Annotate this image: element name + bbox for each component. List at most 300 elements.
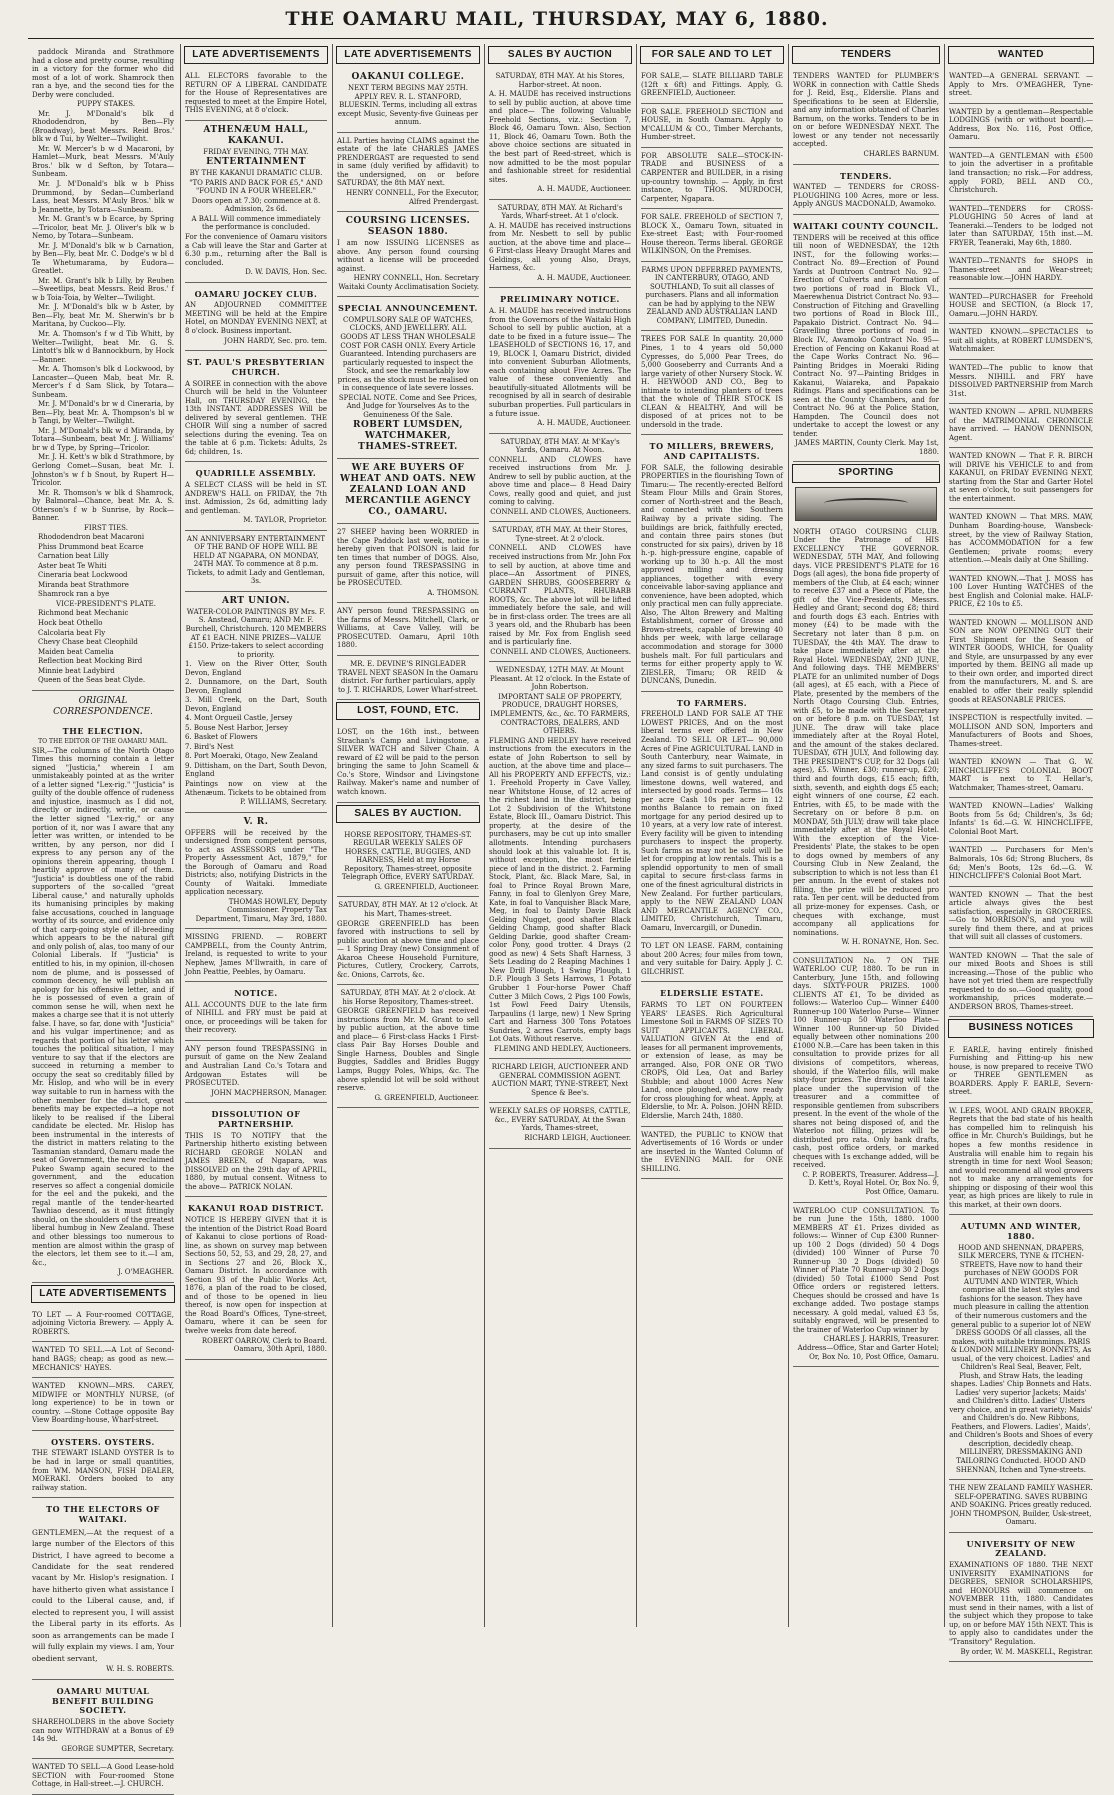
trespass-body: ANY person found TRESPASSING in pursuit of game on the New Zealand and Australian Land Co.'s Totara and Ardgowan Estates will be PROSECUTED. [185,1044,327,1088]
racing-line: Mr. J. M'Donald's blk w b Carnation, by Ben—Fly, beat Mr. C. Dodge's w bl d Te Whetumarama, by Eudora—Greatlet. [32,241,174,276]
racing-line: Chevy Chase beat Cleophild [38,638,138,647]
fleming-ad [489,662,631,1059]
racing-line: Mr. A. Thomson's f w d Tib Whitt, by Welter—Twilight, beat Mr. G. S. Lintott's blk w d Bannockburn, by Hock—Banner. [32,330,174,364]
maude1-ad [489,68,631,199]
elderslie-body: FARMS TO LET ON FOURTEEN YEARS' LEASES. Rich Agricultural Limestone Soil in FARMS OF SIZES TO SUIT APPLICANTS. LIBERAL VALUATION GIVEN At the end of leases for all permanent improvements, or extension of lease, as may be arranged. Also, FOR ONE OR TWO CROPS, Old Lea, Oat and Barley Stubble; and about 1000 Acres New Land, once ploughed, and now ready for cross ploughing for wheat. Apply, at Elderslie, to Mr. A. Polson. JOHN REID. Elderslie, March 24th, 1880. [641,1001,783,1120]
hood-ad [949,1215,1093,1480]
special-ad [337,297,479,459]
art-prizes [185,660,327,779]
wanted-item [949,148,1093,201]
art-sign: P. WILLIAMS, Secretary. [240,798,327,807]
electors-ad [32,1498,174,1680]
maude2-sign: A. H. MAUDE, Auctioneer. [537,273,631,282]
wanted-text: WANTED KNOWN—Ladies' Walking Boots from 5s 6d; Children's, 3s 6d; Infants' 1s 6d.—G. W. HINCHCLIFFE, Colonial Boot Mart. [949,802,1093,836]
late-ad-item [32,1342,174,1378]
lees-body: W. LEES, WOOL AND GRAIN BROKER, Regrets that the bad state of his health has compelled him to relinquish his office in Mr. Church's Buildings, but he hopes a few months residence in Australia will enable him to regain his strength in time for next Wool Season; and would recommend all wool growers not to make any arrangements for shipping or disposing of their wool this year, as high prices are likely to rule in this market, at their own doors. [949,1106,1093,1209]
notice2-ad [337,603,479,656]
racing-line: Mr. J. M'Donald's blk w d Miranda, by Totara—Sunbeam, beat Mr. J. Williams' br w d Type, by Spring—Tricolor. [32,426,174,452]
prelim-body: A. H. MAUDE has received instructions from the Governors of the Waitaki High School to sell by public auction, at a date to be fixed in a future issue— The LEASEHOLD of SECTIONS 16, 17, and 19, BLOCK I, Oamaru District, divided into convenient Suburban Allotments, each containing about Five Acres. The value of these conveniently and beautifully-situated Allotments will be recognised by all in search of desirable suburban properties. Full particulars in a future issue. [489,307,631,418]
wanted-text: INSPECTION is respectfully invited. — MOLLISON AND SON, Importers and Manufacturers of Boots and Shoes, Thames-street. [949,714,1093,748]
quadrille-body: A SELECT CLASS will be held in ST. ANDREW'S HALL on FRIDAY, the 7th inst. Admission, 2s 6d, admitting lady and gentleman. [185,481,327,515]
prize-item: 9. Dittisham, on the Dart, South Devon, England [185,761,327,779]
wanted-item [949,571,1093,615]
connell1-body: CONNELL AND CLOWES have received instructions from Mr. J. Andrew to sell by public auction, at the above time and place— 8 Head Dairy Cows, really good and quiet, and just coming to calving. [489,455,631,507]
wanted-public-ad [641,1127,783,1180]
sheep-body: 27 SHEEP having been WORRIED in the Cape Paddock last week, notice is hereby given that POISON is laid for ten times that number of DOGS. Also, any person found TRESPASSING in pursuit of game, after this notice, will be PROSECUTED. [337,528,479,588]
prize-item: 3. Mill Creek, on the Dart, South Devon, England [185,696,327,713]
coursing-license-ad [337,212,479,297]
trespass-sign: JOHN MACPHERSON, Manager. [211,1088,327,1097]
column-6 [788,44,943,1627]
wanted-text: WANTED KNOWN — That the best article always gives the best satisfaction, especially in GROCERIES.—Go to MORRISON'S, and you will surely find them there, and at prices that will suit all classes of customers. [949,890,1093,942]
tenders2-body: WANTED — TENDERS for CROSS-PLOUGHING 100 Acres, more or less. Apply ANGUS MACDONALD, Awamoko. [793,183,939,209]
waitaki-body: TENDERS will be received at this office till noon of WEDNESDAY, the 12th INST., for the following works:— Contract No. 89—Erection of Pound Yards at Duntroon Contract No. 92—Erection of Culverts and Formation of two portions of road in Block VI., Maerewhenua District Contract No. 93—Construction of Fitching and Gravelling two portions of Road in Block III., Papakaio District. Contract No. 94—Gravelling three portions of road in Block IV., Awamoko Contract No. 95—Erection of Fencing on Kakanui Road at the Cape Works Contract No. 96—Painting Bridges in Moeraki Riding Contract No. 97—Painting Bridges in Kakanui, Waiareka, and Papakaio Ridings. Plans and specifications can be seen at the County Chambers, and for Contract No. 96 at the Police Station, Hampden. The Council does not undertake to accept the lowest or any tender. [793,233,939,438]
lost-ad [337,724,479,802]
kakanui-title: KAKANUI ROAD DISTRICT. [187,1203,325,1214]
church-ad [185,351,327,462]
racing-line: Richmond beat Mechanic [38,609,129,618]
prendergast-ad [337,133,479,212]
wheat-body: WE ARE BUYERS OF WHEAT AND OATS. NEW ZEALAND LOAN AND MERCANTILE AGENCY CO., OAMARU. [339,463,477,518]
racing-line: Reflection beat Mocking Bird [38,657,143,666]
art-union-ad [185,592,327,813]
tenders2-title: TENDERS. [839,170,893,181]
farmers-title: TO FARMERS. [676,697,748,708]
notice-title: NOTICE. [234,988,278,999]
cab: For the convenience of Oamaru visitors a Cab will leave the Star and Garter at 6.30 p.m., returning after the Ball is concluded. [185,233,327,267]
waitaki-ad [793,215,939,463]
oysters-body: THE STEWART ISLAND OYSTER Is to be had in large or small quantities, from WM. MANSON, FISH DEALER, MOERAKI. Orders booked to any railway station. [32,1449,174,1492]
racing-line: Mr. J. H. Kett's w blk d Strathmore, by Gerlong Comet—Susan, beat Mr. I. Johnston's w f b Snout, by Rupert H—Tricolor. [32,453,174,488]
electors-meeting-ad [185,68,327,121]
horse-repo-ad [337,827,479,898]
lumsden: ROBERT LUMSDEN, WATCHMAKER, THAMES-STREET. [352,420,464,453]
millers-ad [641,435,783,691]
freehold-ad [641,692,783,939]
absolute-ad [641,148,783,209]
column-2 [180,44,331,1627]
racing-line: Hock beat Othello [38,619,103,627]
columns [28,44,1096,1789]
important-sale: IMPORTANT SALE OF PROPERTY, PRODUCE, DRAUGHT HORSES, IMPLEMENTS, &c., &c. TO FARMERS, CONTRACTORS, DEALERS, AND OTHERS. [490,692,630,736]
washer-body: THE NEW ZEALAND FAMILY WASHER. SELF-OPERATING. SAVES RUBBING AND SOAKING. Prices greatly reduced. JOHN THOMPSON, Builder, Usk-street, Oamaru. [949,1484,1093,1527]
election-sign: J. O'MEAGHER. [117,1268,174,1277]
coursing-license-sign: HENRY CONNELL, Hon. Secretary Waitaki County Acclimatisation Society. [338,274,479,291]
tenders1-ad [793,68,939,164]
consult7-sign: C. P. ROBERTS, Treasurer. Address—J. D. Kett's, Royal Hotel. Or, Box No. 9, Post Office, Oamaru. [802,1170,939,1196]
racing-line: Calcolaria beat Fly [38,628,106,637]
leigh-ad [489,1059,631,1103]
sales-header: SALES BY AUCTION [488,46,632,64]
sporting-header: SPORTING [792,464,940,482]
kakanui-ad [185,1197,327,1359]
connell2-ad [489,522,631,662]
entertainment: ENTERTAINMENT [206,157,306,168]
tenders-header: TENDERS [792,46,940,64]
athenaeum-title: ATHENÆUM HALL, KAKANUI. [203,124,309,146]
prize-item: 1. View on the River Otter, South Devon, England [185,660,327,677]
racing-line: Rhododendron beat Macaroni [38,533,145,542]
notice-ad [185,982,327,1041]
trees-ad [641,331,783,435]
jockey-body: AN ADJOURNED COMMITTEE MEETING will be held at the Empire Hotel, on MONDAY EVENING NEXT, at 8 o'clock. Business important. [185,301,327,335]
jockey-title: OAMARU JOCKEY CLUB. [194,288,318,299]
lees-ad [949,1103,1093,1215]
wanted-text: WANTED—TENANTS for SHOPS in Thames-street and Wear-street; reasonable low.—JOHN HARDY. [949,257,1093,283]
waterloo-ad [793,1203,939,1368]
late-ad-item [32,1378,174,1431]
late-ads-header: LATE ADVERTISEMENTS [31,1285,175,1303]
late-ads-header-3: LATE ADVERTISEMENTS [336,46,480,64]
wanted-public-body: WANTED, the PUBLIC to KNOW that Advertisements of 16 Words or under are inserted in the Wanted Column of the EVENING MAIL for ONE SHILLING. [641,1130,783,1173]
missing-body: MISSING FRIEND. — ROBERT CAMPBELL, from the County Antrim, Ireland, is requested to write to your Nephew, James M'Ilwraith, in care of John Peattie, Peebles, by Oamaru. [185,933,327,976]
maude1-date: SATURDAY, 8TH MAY. At his Stores, Harbor-street. At noon. [495,72,625,89]
lost-header: LOST, FOUND, ETC. [336,702,480,720]
column-1 [28,44,178,1789]
lost-body: LOST, on the 16th inst., between Strachan's Camp and Livingstone, a SILVER WATCH and Silver Chain. A reward of £2 will be paid to the person bringing the same to John Scamell & Co.'s Store, Windsor and Livingstone Railway. Maker's name and number of watch known. [337,728,479,796]
tolet-ad [641,938,783,982]
earle-body: F. EARLE, having entirely finished Furnishing and Fitting-up his new house, is now prepared to receive TWO or THREE GENTLEMEN as BOARDERS. Apply F. EARLE, Severn-street. [949,1045,1093,1097]
greenfield2-body: GEORGE GREENFIELD has received instructions from Mr. M. Grant to sell by public auction, at the above time and place— 6 First-class Hacks 1 First-class Pair Bay Horses Double and Single Harness, Doubles and Single Buggies, Saddles and Bridles Buggy Lamps, Buggy Poles, Whips, &c. The above splendid lot will be sold without reserve. [337,1007,479,1093]
wanted-item [949,253,1093,289]
wanted-text: WANTED—PURCHASER for Freehold HOUSE and SECTION, (a Block 17, Oamaru.—JOHN HARDY. [949,292,1093,318]
univ-body: EXAMINATIONS OF 1880. THE NEXT UNIVERSITY EXAMINATIONS for DEGREES, SENIOR SCHOLARSHIPS, and HONOURS will commence on NOVEMBER 11th, 1880. Candidates must send in their names, with a list of the subject which they propose to take up, on or before MAY 15th NEXT. This is to apply also to candidates under the "Transitory" Regulation. [949,1561,1093,1646]
racing-line: Mr. A. Thomson's blk d Lockwood, by Lancaster—Queen Mab, beat Mr. R. Mercer's f d Sam Slick, by Totara—Sunbeam. [32,365,174,399]
sheep-ad [337,524,479,603]
maude2-body: A. H. MAUDE has received instructions from Mr. Nesbett to sell by public auction, at the above time and place— 6 First-class Heavy Draught Mares and Geldings, all young Also, Drays, Harness, &c. [489,221,631,273]
coursing-license-title: COURSING LICENSES. SEASON 1880. [345,216,471,238]
wanted-item [949,509,1093,570]
electors-meeting-body: ALL ELECTORS favorable to the RETURN OF A LIBERAL CANDIDATE for the House of Representatives are requested to meet at the Empire Hotel, THIS EVENING, at 8 o'clock. [185,72,327,115]
connell2-body: CONNELL AND CLOWES have received instructions from Mr. John Fox to sell by auction, at above time and place—An Assortment of PINES, GARDEN SHRUBS, GOOSEBERRY & CURRANT PLANTS, RHUBARB ROOTS, &c. The above lot will be lifted immediately before the sale, and will be in first-class order. The trees are all 3 years old, and the Rhubarb has been raised by Mr. Fox from English seed and is particularly fine. [489,544,631,647]
trees-body: TREES FOR SALE In quantity. 20,000 Pines, 1 to 4 years old 50,000 Cypresses, do 5,000 Pear Trees, do 5,000 Gooseberry and Currants And a large variety of other Nursery Stock. W. H. HEYWOOD AND CO., Beg to intimate to intending planters of trees that the whole of THEIR STOCK IS CLEAN & HEALTHY, And will be disposed of at prices not to be undersold in the trade. [641,335,783,429]
horse-repo-body: HORSE REPOSITORY, THAMES-ST. REGULAR WEEKLY SALES OF HORSES, CATTLE, BUGGIES, AND HARNESS, Held at my Horse Repository, Thames-street, opposite Telegraph Office, EVERY SATURDAY. [341,830,475,882]
missing-ad [185,929,327,982]
racing-line: Queen of the Seas beat Clyde. [38,676,146,685]
building-body: SHAREHOLDERS in the above Society can now WITHDRAW at a Bonus of £9 14s 9d. [32,1718,174,1744]
waitaki-title: WAITAKI COUNTY COUNCIL. [793,220,939,231]
tenders1-sign: CHARLES BARNUM. [863,149,939,158]
farms-body: FARMS UPON DEFERRED PAYMENTS, IN CANTERBURY, OTAGO, AND SOUTHLAND, To suit all classes of purchasers. Plans and all information can be had by applying to the NEW ZEALAND AND AUSTRALIAN LAND COMPANY, LIMITED, Dunedin. [641,265,783,325]
assessor-sign: THOMAS HOWLEY, Deputy Commissioner. Property Tax Department, Timaru, May 3rd, 1880. [195,897,327,923]
connell1-sign: CONNELL AND CLOWES, Auctioneers. [490,507,631,516]
wanted-item [949,289,1093,325]
greenfield2-sign: G. GREENFIELD, Auctioneer. [374,1093,479,1102]
racing-line: Mr. R. Thomson's w blk d Shamrock, by Balmoral—Chance, beat Mr. A. S. Otterson's f w b Sunrise, by Rock—Banner. [32,488,174,523]
wanted-text: WANTED KNOWN — That MRS. MAW, Dunham Boarding-house, Wansbeck-street, by the view of Railway Station, has ACCOMMODATION for a few Gentlemen; private rooms; every attention.—Meals daily at One Shilling. [949,513,1093,565]
quadrille-title: QUADRILLE ASSEMBLY. [195,468,317,479]
late-ad-text: WANTED TO SELL.—A Lot of Second-hand BAGS; cheap; as good as new.—MECHANICS' HAYES. [32,1346,174,1372]
maude2-ad [489,200,631,289]
wanted-text: WANTED — Purchasers for Men's Balmorals, 10s 6d; Strong Bluchers, 8s 6d; Men's Boots, 12s 6d.—G. W. HINCHCLIFFE'S Colonial Boot Mart. [949,846,1093,881]
notice-body: ALL ACCOUNTS DUE to the late firm of NIHILL and FRY must be paid at once, or proceedings will be taken for their recovery. [185,1000,327,1035]
weekly-ad [489,1103,631,1148]
forsale2-body: FOR SALE. FREEHOLD of SECTION 7, BLOCK X., Oamaru Town, situated in Exe-street East; with Four-roomed House thereon. Terms liberal. GEORGE WILKINSON, On the Premises. [641,213,783,256]
art-title: ART UNION. [221,595,291,606]
coursing-engraving [795,487,937,521]
column-4 [484,44,635,1627]
racing-line: FIRST TIES. [84,523,128,532]
college-body: NEXT TERM BEGINS MAY 25TH. APPLY REV. R. L. STANFORD, BLUESKIN. Terms, including all extras except Music, Seventy-five Guineas per annum. [337,84,479,127]
doors: Doors open at 7.30; commence at 8. Admission, 2s 6d. [191,196,321,214]
wanted-item [949,201,1093,254]
millers-title: TO MILLERS, BREWERS, AND CAPITALISTS. [649,441,775,462]
sheep-sign: A. THOMSON. [427,588,479,597]
fleming-date: WEDNESDAY, 12TH MAY. At Mount Pleasant. At 12 o'clock. In the Estate of John Robertson. [490,666,630,692]
kakanui-body: NOTICE IS HEREBY GIVEN that it is the intention of the District Road Board of Kakanui to close portions of Road-line, as shown on survey map between Sections 50, 52, 53, and 29, 28, 27, and in Sections 27 and 26, Block X., Oamaru District. In accordance with Section 93 of the Public Works Act, 1876, a plan of the road to be closed, and of those to be opened in lieu thereof, is now open for inspection at the Road Board's Offices, Tyne-street, Oamaru, where it can be seen for twelve weeks from date hereof. [185,1216,327,1335]
trespass-ad [185,1041,327,1103]
racing-line: Minnie beat Ladybird [38,666,115,675]
prize-item: 7. Bird's Nest [185,742,234,751]
coursing-club-sign: W. H. RONAYNE, Hon. Sec. [841,938,939,947]
electors-sign: W. H. S. ROBERTS. [106,1665,174,1674]
masthead [0,0,1114,44]
racing-line: Miranda beat Strathmore [38,580,129,589]
coursing-club-ad [793,524,939,953]
fleming-body: FLEMING AND HEDLEY have received instructions from the executors in the estate of John Robertson to sell by auction, at the above time and place—All his PROPERTY AND EFFECTS, viz.: 1. Freehold Property in Cave Valley, near Whitstone House, of 12 acres of the richest land in the district, being Lot 2 Subdivision of the Whitstone Estate, Block III., Oamaru District. This property, at the desire of the purchasers, may be cut up into smaller allotments. Intending purchasers should look at this valuable lot. It is, without exception, the most fertile piece of land in the district. 2. Farming Stock, Plant, &c. Black Mare, Sal, in foal to Prince Royal Brown Mare, Fanny, in foal to Glenlyon Grey Mare, Kate, in foal to Vanquisher Black Mare, Meg, in foal to Dainty Davie Black Gelding Nugget, good shafter Black Gelding Champ, good shafter Black Gelding Darkie, good shafter Cream-color Pony, good trotter. 4 Drays (2 good as new) 4 Sets Shaft Harness, 3 Sets Leading do 2 Reaping Machines 1 New Drill Plough, 1 Swing Plough, 1 D.F. Plough 3 Sets Harrows, 1 Potato Grubber 1 Four-horse Power Chaff Cutter 3 Milch Cows, 2 Pigs 100 Fowls, 1st Fowl Feed Dairy Utensils, Tarpaulins (1 large, new) 1 New Spring Cart and Harness 300 Tons Potatoes Sundries, 2 acres Carrots, empty bags Lot Oats. Without reserve. [489,736,631,1044]
election-body: SIR,—The columns of the North Otago Times this morning contain a letter signed "Justicia," wherein I am unmistakeably pointed at as the writer of a letter signed "Lex-rig." "Justicia" is guilty of the double offence of rudeness and injustice, inasmuch as I did not, directly or indirectly, write, or cause the letter signed "Lex-rig," or any portion of it, nor was I aware that any letter was written, or intended to be written, by any person, nor did I express to any person any of the opinions therein appearing, though I heartily approve of many of them. "Justicia" is doubtless one of the rabid supporters of the so-called "great Liberal cause," and naturally upholds its humanising principles by making false accusations, couched in language worthy of its source, and evidence only of that carp-going style of ill-breeding which appears to be the natural gift and only polish of, alas, too many of our Colonial Liberals. If "Justicia" is entitled to his, in my opinion, ill-chosen nom de plume, and is possessed of common decency, he will publish an apology for his offensive letter, and if he is possessed of even a grain of common sense he will, when next he makes a charge see that it is not utterly false. I have, so far, done with "Justicia" and his vulgar impertinence; and as regards that portion of his letter which touches the political situation, I may venture to say that if the electors are succeed in returning a member to occupy the seat so creditably filled by Mr. Hislop, and who will be in every way suitable to run in harness with the other member for the district, great benefits may be expected—a hope not likely to be realised if the Liberal candidate be elected. Mr. Hislop has been instrumental in the interests of the district in matters relating to the Tasmanian standard, Oamaru made the seat of Government, the new reclaimed Pukeo Swamp again secured to the government, and the education reserves so affect a congenial domicile for the eel and the pukeki, and the regal mantle of the tender-hearted Tawhiao descend, as it must fittingly should, on the shoulders of the greatest liberal humbug in New Zealand. These and other blessings too numerous to mention are almost within the grasp of the electors, let them see to it.—I am, &c., [32,746,174,1267]
dissolution-body: THIS IS TO NOTIFY that the Partnership hitherto existing between RICHARD GEORGE NOLAN and JAMES BREEN, of Ngapara, was DISSOLVED on the 29th day of APRIL, 1880, by mutual consent. Witness to the above— PATRICK NOLAN. [185,1131,327,1191]
building-sign: GEORGE SUMPTER, Secretary. [61,1744,174,1753]
wanted-text: WANTED—A GENTLEMAN with £500 to join the advertiser in a profitable land transaction; no risk.—For address, apply FORD, BELL AND CO., Christchurch. [949,151,1093,195]
late-ad-text: WANTED KNOWN—MRS. CAREY, MIDWIFE or MONTHLY NURSE, (of long experience) to be in town or country. —Stone Cottage opposite Bay View Boarding-house, Wharf-street. [32,1382,174,1425]
dissolution-title: DISSOLUTION OF PARTNERSHIP. [211,1109,301,1129]
greenfield-ad [337,897,479,985]
waterloo-body: WATERLOO CUP CONSULTATION. To be run June the 15th, 1880. 1000 MEMBERS AT £1. Prizes divided as follows:— Winner of Cup £300 Runner-up 100 2 Dogs (divided) 50 4 Dogs (divided) 100 Winner of Purse 70 Runner-up 30 2 Dogs (divided) 50 Winner of Plate 70 Runner-up 30 2 Dogs (divided) 50 Total £1000 Send Post Office orders or registered letters. Cheques should be crossed and have 1s exchange added. Two postage stamps necessary. A gold medal, valued £3 5s, suitably engraved, will be presented to the trainer of Waterloo Cup winner by [793,1206,939,1334]
prize-item: 6. Basket of Flowers [185,733,258,742]
church-title: ST. PAUL'S PRESBYTERIAN CHURCH. [186,357,326,377]
racing-line: Aster beat Te Whiti [38,561,107,570]
special-note: SPECIAL NOTE. Come and See Prices, And Judge for Yourselves As to the Genuineness Of the Sale. [338,393,478,419]
wanted-item [949,842,1093,886]
quadrille-ad [185,462,327,530]
connell2-sign: CONNELL AND CLOWES, Auctioneers. [490,647,631,656]
special-body: COMPULSORY SALE OF WATCHES, CLOCKS, AND JEWELLERY. ALL GOODS AT LESS THAN WHOLESALE COST FOR CASH ONLY. Every Article Guaranteed. Intending purchasers are particularly requested to inspect the Stock, and see the remarkably low prices, as the stock must be realised on in consequence of late severe losses. [337,315,479,393]
racing-line: paddock Miranda and Strathmore had a close and pretty course, resulting in a victory for the former who did most of a lot of work. Shamrock then ran a bye, and the second ties for the Derby were concluded. [32,48,174,99]
wanted-list [945,68,1097,1017]
connell1-ad [489,434,631,523]
wanted-text: WANTED KNOWN — MOLLISON AND SON are NOW OPENING OUT their First Shipment for the Season of WINTER GOODS, WHICH, for Quality and Style, are unsurpassed by any ever imported by them. BEING all made up to their own order, and imported direct from the manufacturers, M. and S. are enabled to offer their really splendid goods at REASONABLE PRICES. [949,618,1093,704]
kakanui-sign: ROBERT OARROW, Clerk to Board. Oamaru, 30th April, 1880. [201,1336,327,1354]
special-title: SPECIAL ANNOUNCEMENT. [338,303,478,314]
elderslie-ad [641,982,783,1126]
greenfield-body: GEORGE GREENFIELD has been favored with instructions to sell by public auction at above time and place— 1 Spring Dray (new) Consignment of Akaroa Cheese Household Furniture, Pictures, Cutlery, Crockery, Carrots, &c. Onions, Carrots, &c. [337,919,479,979]
consult7-ad [793,953,939,1203]
racing-line: Mr. J. M'Donald's blk w b Phiss Drummond, by Sedan—Cumberland Lass, beat Messrs. M'Auly Bros.' blk w b Jeannette, by Totara—Sunbeam. [32,179,174,214]
wanted-text: WANTED KNOWN.—That J. MOSS has 100 Lover Hunting WATCHES of the best English and Colonial make. HALF-PRICE, £2 10s to £5. [949,574,1093,609]
wanted-sell-body: WANTED TO SELL—A Good Lease-hold SECTION with Four-roomed Stone Cottage, in Hall-street.—J. CHURCH. [32,1763,174,1789]
prize-item: 5. Bouse Nest Harbor, Jersey [185,723,288,732]
maude2-date: SATURDAY, 8TH MAY. At Richard's Yards, Wharf-street. At 1 o'clock. [497,203,623,221]
dissolution-ad [185,1103,327,1197]
tenders2-ad [793,165,939,215]
wanted-text: WANTED KNOWN — That F. R. BIRCH will DRIVE his VEHICLE to and from KAKANUI, on FRIDAY EVENING NEXT, starting from the Star and Garter Hotel at seven o'clock, to suit passengers for the entertainment. [949,452,1093,503]
racing-line: Mr. M. Grant's blk b Lilly, by Reuben—Sweetlips, beat Messrs. Reid Bros.' f w b Toia-Toia, by Welter—Twilight. [32,276,174,302]
wanted-text: WANTED—A GENERAL SERVANT. — Apply to Mrs. O'MEAGHER, Tyne-street. [949,72,1093,98]
connell1-date: SATURDAY, 8TH MAY. At M'Kay's Yards, Oamaru. At Noon. [500,437,620,455]
racing-line: Mr. J. M'Donald's br w d Cineraria, by Ben—Fly, beat Mr. A. Thompson's bl w b Tangi, by Welter—Twilight. [32,400,174,426]
racing-line: Mr. J. M'Donald's blk d Rhododendron, by Ben—Fly (Broadway), beat Messrs. Reid Bros.' blk w d Tui, by Welter—Twilight. [32,109,174,144]
forsale1-body: FOR SALE. FREEHOLD SECTION and HOUSE, in South Oamaru. Apply to M'CALLUM & CO., Timber Merchants, Humber-street. [641,107,783,142]
wanted-text: WANTED by a gentleman—Respectable LODGINGS (with or without board).—Address, Box No. 116, Post Office, Oamaru. [949,107,1093,142]
wanted-item [949,615,1093,710]
wanted-item [949,887,1093,948]
univ-title: UNIVERSITY OF NEW ZEALAND. [966,1538,1076,1559]
tenders1-body: TENDERS WANTED for PLUMBER'S WORK in connection with Cattle Sheds for J. Reid, Esq., Elderslie. Plans and Specifications to be seen at Elderslie, and any information obtained of Charles Barnum, on the works. Tenders to be in on or before WEDNESDAY NEXT. The lowest or any tender not necessarily accepted. [793,72,939,149]
assessor-body: OFFERS will be received by the undersigned from competent persons, to act as ASSESSORS under "The Property Assessment Act, 1879," for the Borough of Oamaru and Road Districts; also, notifying Districts in the County of Waitaki. Immediate application necessary. [185,828,327,897]
jockey-sign: JOHN HARDY, Sec. pro. tem. [224,336,327,345]
elderslie-title: ELDERSLIE ESTATE. [660,988,764,999]
assessor-ad [185,813,327,930]
racing-line: Cineraria beat Lockwood [38,571,128,580]
connell2-date: SATURDAY, 8TH MAY. At their Stores, Tyne-street. At 2 o'clock. [492,526,628,543]
wanted-item [949,104,1093,148]
building-title: OAMARU MUTUAL BENEFIT BUILDING SOCIETY. [52,1685,154,1716]
wanted-sell-ad [32,1759,174,1795]
wheat-ad [337,459,479,524]
waitaki-sign: JAMES MARTIN, County Clerk. May 1st, 1880. [794,439,939,456]
racing-line: PUPPY STAKES. [77,100,135,109]
wanted-text: WANTED—TENDERS for CROSS-PLOUGHING 50 Acres of land at Teaneraki.—Tenders to be lodged not later than SATURDAY, 15th inst.—M. FRYER, Teaneraki, May 6th, 1880. [949,204,1093,247]
racing-results [32,44,174,691]
plays: "TO PARIS AND BACK FOR £5," AND "FOUND IN A FOUR WHEELER." [189,178,323,196]
racing-line: Maiden beat Camelia [38,647,114,656]
ball-sign: D. W. DAVIS, Hon. Sec. [245,268,327,277]
autumn-title: AUTUMN AND WINTER, 1880. [960,1221,1082,1241]
fleming-sign: FLEMING AND HEDLEY, Auctioneers. [494,1044,631,1053]
electors-body: GENTLEMEN,—At the request of a large number of the Electors of this District, I have agreed to become a Candidate for the seat rendered vacant by Mr. Hislop's resignation. I have hitherto given what assistance I could to the Liberal cause, and, if elected to represent you, I will assist the Liberal party in its efforts. As soon as arrangements can be made I will fully explain my views. I am, Your obedient servant, [32,1527,174,1663]
anniversary-ad [185,531,327,592]
racing-line: Mr. W. Mercer's b w d Macaroni, by Hamlet—Murk, beat Messrs. M'Auly Bros.' blk w d Sefton, by Totara—Sunbeam. [32,144,174,179]
art-end: Paintings now on view at the Athenæum. Tickets to be obtained from [185,780,327,797]
racing-line: Carnation beat Lilly [38,552,109,561]
earle-ad [949,1042,1093,1103]
wanted-item [949,448,1093,509]
prendergast-body: ALL Parties having CLAIMS against the estate of the late CHARLES JAMES PRENDERGAST are requested to send in same (duly verified by affidavit) to the undersigned, on or before SATURDAY, the 8th MAY next. [337,136,479,188]
entertainment-by: BY THE KAKANUI DRAMATIC CLUB. [189,169,323,178]
forsale2-ad [641,209,783,262]
prelim-title: PRELIMINARY NOTICE. [500,294,620,305]
late-ad-item [32,1307,174,1343]
art-body: WATER-COLOR PAINTINGS BY Mrs. F. S. Anstead, Oamaru; AND Mr. F. Burchell, Christchurch. 120 MEMBERS AT £1 EACH. NINE PRIZES—VALUE £150. Prize-takers to select according to priority. [185,607,327,659]
election-letter [32,720,174,1283]
election-title: THE ELECTION. [62,725,144,736]
column-7 [944,44,1097,1656]
column-3 [332,44,483,1627]
late-ad-text: TO LET — A Four-roomed COTTAGE, adjoining Victoria Brewery. — Apply A. ROBERTS. [32,1310,174,1336]
wanted-item [949,360,1093,404]
church-body: A SOIREE in connection with the above Church will be held in the Volunteer Hall, on THURSDAY EVENING, the 13th INSTANT. ADDRESSES Will be delivered by several gentlemen. THE CHOIR Will sing a number of sacred selections during the evening. Tea on the table at 6 p.m. Tickets: Adults, 2s 6d; children, 1s. [185,379,327,456]
sales2-header: SALES BY AUCTION. [336,805,480,823]
business-header: BUSINESS NOTICES [948,1019,1094,1037]
oysters-ad [32,1431,174,1498]
wanted-text: WANTED KNOWN — That G. W. HINCHCLIFFE'S COLONIAL BOOT MART is next to T. Hellar's, Watchmaker, Thames-street, Oamaru. [949,758,1093,792]
prize-item: 4. Mont Orgueil Castle, Jersey [185,714,293,723]
racing-line: Mr. M. Grant's w b Ecarce, by Spring—Tricolor, beat Mr. J. Oliver's blk w b Nemo, by Totara—Sunbeam. [32,215,174,241]
forsale1-ad [641,104,783,148]
racing-line: Phiss Drummond beat Ecarce [38,542,144,551]
late-ads-list [28,1307,178,1431]
coursing-license-body: I am now ISSUING LICENSES as above. Any person found coursing without a license will be proceeded against. [337,239,479,273]
late-ads-header-2: LATE ADVERTISEMENTS [184,46,328,64]
oysters-title: OYSTERS. OYSTERS. [51,1436,155,1447]
absolute-body: FOR ABSOLUTE SALE—STOCK-IN-TRADE and BUSINESS of a CARPENTER and BUILDER, in a rising up-country township. — Apply, in first instance, to THOS. MURDOCH, Carpenter, Ngapara. [641,151,783,203]
wanted-header: WANTED [948,46,1094,64]
correspondence-heading: ORIGINAL CORRESPONDENCE. [53,695,153,717]
wanted-item [949,710,1093,754]
leigh-body: RICHARD LEIGH, AUCTIONEER AND GENERAL COMMISSION AGENT. AUCTION MART, TYNE-STREET, Next Spence & Bee's. [491,1063,629,1097]
wanted-item [949,68,1093,104]
univ-sign: By order, W. M. MASKELL, Registrar. [960,1647,1093,1656]
devine-ad [337,656,479,700]
athenaeum-ad [185,121,327,283]
prelim-sign: A. H. MAUDE, Auctioneer. [537,419,631,428]
wanted-item [949,948,1093,1018]
horse-repo-sign: G. GREENFIELD, Auctioneer. [374,882,479,891]
wanted-item [949,324,1093,360]
wanted-item [949,754,1093,798]
college-title: OAKANUI COLLEGE. [351,72,465,83]
electors-title: TO THE ELECTORS OF WAITAKI. [46,1504,160,1524]
billiard-body: FOR SALE,— SLATE BILLIARD TABLE (12ft x 6ft) and Fittings. Apply, G. GREENFIELD, Auctioneer. [641,72,783,98]
greenfield2-ad [337,985,479,1108]
farms-ad [641,262,783,332]
washer-ad [949,1480,1093,1533]
wanted-item [949,798,1093,842]
maude1-sign: A. H. MAUDE, Auctioneer. [537,185,631,194]
tolet-body: TO LET ON LEASE. FARM, containing about 200 Acres; four miles from town, and very suitable for Dairy. Apply J. C. GILCHRIST. [641,942,783,976]
racing-line: Shamrock ran a bye [38,590,110,599]
building-society-ad [32,1680,174,1759]
wanted-text: WANTED—The public to know that Messrs. NIHILL and FRY have DISSOLVED PARTNERSHIP from March 31st. [949,364,1093,398]
anniversary-body: AN ANNIVERSARY ENTERTAINMENT OF THE BAND OF HOPE WILL BE HELD AT NGAPARA, ON MONDAY, 24TH MAY. To commence at 8 p.m. Tickets, to admit Lady and Gentleman, 3s. [186,534,326,586]
masthead-rule [28,38,1094,39]
greenfield-date: SATURDAY, 8TH MAY. At 12 o'clock. At his Mart, Thames-street. [338,901,478,918]
millers-body: FOR SALE, the following desirable PROPERTIES in the flourishing Town of Timaru:— The recently-erected Belford Steam Flour Mills and Grain Stores, corner of North-street and the Beach, and connected with the Southern Railway by a private siding. The buildings are brick, faithfully erected, and contain three pairs stones (but constructed for six pairs), driven by 18 h.-p. high-pressure engine, capable of working up to 30 h.-p. All the most approved milling and dressing appliances, together with every conceivable labor-saving appliance and convenience, have been adopted, which only practical men can fully appreciate. Also, The Alton Brewery and Malting Establishment, corner of Grosse and Brown-streets, capable of brewing 40 hhds per week, with large cellarage accommodation and storage for 3000 bushels malt. For full particulars and terms for either property apply to W. ZIESLER, Timaru; OR REID & DUNCANS, Dunedin. [641,463,783,686]
weekly-body: WEEKLY SALES OF HORSES, CATTLE, &c., EVERY SATURDAY, At the Swan Yards, Thames-street, [489,1107,631,1133]
greenfield2-date: SATURDAY, 8TH MAY. At 2 o'clock. At his Horse Repository, Thames-street. [340,989,476,1006]
devine-body: MR. E. DEVINE'S RINGLEADER TRAVEL NEXT SEASON In the Oamaru district. For further particulars, apply to J. T. RICHARDS, Lower Wharf-street. [337,659,479,694]
racing-line: Mr. J. M'Donald's blk w b Aster, by Ben—Fly, beat Mr. M. Sherwin's br b Maritana, by Cuckoo—Fly. [32,303,174,329]
college-ad [337,68,479,133]
athenaeum-date: FRIDAY EVENING, 7TH MAY. [203,147,309,156]
quadrille-sign: M. TAYLOR, Proprietor. [243,516,327,525]
weekly-sign: RICHARD LEIGH, Auctioneer. [524,1133,631,1142]
prize-item: 2. Dunnamore, on the Dart, South Devon, England [185,678,327,695]
hood-body: HOOD AND SHENNAN, DRAPERS, SILK MERCERS, TYNE & ITCHEN-STREETS, Have now to hand their purchases of NEW GOODS FOR AUTUMN AND WINTER, Which comprise all the latest styles and fashions for the season. They have much pleasure in calling the attention of their numerous customers and the general public to a superior lot of NEW DRESS GOODS Of all classes, all the makes, with suitable trimmings. PARIS & LONDON MILLINERY BONNETS, As usual, of the very choicest. Ladies' and Children's Real Seal, Beaver, Felt, Plush, and Straw Hats, the leading shapes. Ladies' Chip Bonnets and Hats. Ladies' very superior Jackets; Maids' and Children's ditto. Ladies' Ulsters very choice, and in great variety; Maids' and Children's do. New Ribbons, Feathers, and Flowers. Ladies', Maids', and Children's Boots and Shoes of every description, decidedly cheap. MILLINERY, DRESSMAKING AND TAILORING Conducted. HOOD AND SHENNAN, Itchen and Tyne-streets. [949,1243,1093,1474]
consult7-body: CONSULTATION No. 7 ON THE WATERLOO CUP, 1880. To be run in Canterbury, June 15th, and following days. SIXTY-FOUR PRIZES. 1000 CLIENTS AT £1, To be divided as follows:— Waterloo Cup— Winner £400 Runner-up 100 Waterloo Purse— Winner 100 Runner-up 50 Waterloo Plate— Winner 100 Runner-up 50 Divided equally between other nominations 200 £1000 N.B.—Care has been taken in this consultation to provide prizes for all divisions of competitors, whereas, should, if the Waterloo fills, will make sixty-four prizes. The drawing will take place under the supervision of the treasurer and a committee of responsible gentlemen from subscribers present. In the event of the whole of the shares not being disposed of, and the Waterloo not filling, prizes will be distributed pro rata. Only bank drafts, cash, post office orders, or marked cheques with 1s exchange added, will be received. [793,956,939,1170]
prendergast-sign: HENRY CONNELL, For the Executor, Alfred Prendergast. [346,189,479,206]
wanted-text: WANTED KNOWN.—SPECTACLES to suit all sights, at ROBERT LUMSDEN'S, Watchmaker. [949,328,1093,354]
notice2-body: ANY person found TRESPASSING on the farms of Messrs. Mitchell, Clark, or Williams, at Cave Valley, will be PROSECUTED. Oamaru, April 10th 1880. [337,607,479,650]
jockey-club-ad [185,283,327,351]
election-to: TO THE EDITOR OF THE OAMARU MAIL. [38,738,168,746]
racing-line: VICE-PRESIDENT'S PLATE. [56,599,156,608]
billiard-ad [641,68,783,104]
column-5 [636,44,787,1627]
prelim-ad [489,288,631,433]
university-ad [949,1533,1093,1662]
vr-heading: V. R. [243,816,269,827]
for-sale-header: FOR SALE AND TO LET [640,46,784,64]
maude1-body: A. H. MAUDE has received instructions to sell by public auction, at above time and place— The following Valuable Freehold Sections, viz.: Section 7, Block 46, Oamaru Town. Also, Section 11, Block 46, Oamaru Town. Both the above choice sections are situated in the best part of Reed-street, which is now admitted to be the most popular and fashionable street for residential sites. [489,90,631,184]
coursing-club-body: NORTH OTAGO COURSING CLUB. Under the Patronage of HIS EXCELLENCY THE GOVERNOR. WEDNESDAY, 5TH MAY, And following days. VICE PRESIDENT'S PLATE for 16 Dogs (all ages), the bona fide property of members of the Club, at £4 each; winner to receive £37 and a Piece of Plate, the gift of the Vice-Presidents, Messrs. Hedley and Grant; second dog £8; third and fourth dogs £3 each. Entries with money (£4) to be made with the Secretary not later than 8 p.m. on TUESDAY, the 4th MAY. The draw to take place immediately after at the Royal Hotel. WEDNESDAY, 2ND JUNE, And following days. THE MEMBERS' PLATE for an unlimited number of Dogs (all ages), at £5 each, with a Piece of Plate, presented by the members of the North Otago Coursing Club. Entries, with £5, to be made with the Secretary on or before 8 p.m. on TUESDAY, 1st JUNE. The draw will take place immediately after at the Royal Hotel, and the amount of the stakes declared. TUESDAY, 6TH JULY, And following day. THE PRESIDENT'S CUP, for 32 Dogs (all ages), £5. Winner, £30; runner-up, £20; third and fourth dogs, £15 each; fifth, sixth, seventh, and eighth dogs £5 each; eight winners of one course, £2 each. Entries, with £5, to be made with the Secretary on or before 8 p.m. on MONDAY, 5th JULY; draw will take place immediately after at the Royal Hotel. With the exception of the Vice-Presidents' Plate, the stakes to be open to dogs owned by members of any Coursing Club in New Zealand, the subscription to which is not less than £1 per annum. In the event of stakes not filling, the prize will be reduced pro rata. Ten per cent. will be deducted from all prize-money for expenses. Cash, or cheques with exchange, must accompany all applications for nominations. [793,527,939,937]
ball: A BALL Will commence immediately the performance is concluded. [191,214,321,232]
waterloo-sign: CHARLES J. HARRIS, Treasurer. Address—Office, Star and Garter Hotel; Or, Box No. 10, Post Office, Oamaru. [797,1335,939,1361]
freehold-body: FREEHOLD LAND FOR SALE AT THE LOWEST PRICES, And on the most liberal terms ever offered in New Zealand. TO SELL OR LET— 90,000 Acres of Fine AGRICULTURAL LAND in South Canterbury, near Waimate, in any sized farms to suit purchasers. The Land consist is of gently undulating limestone downs, well watered, and intersected by good roads. Terms— 10s per acre Cash 10s per acre in 12 months Balance to remain on fixed mortgage for any period desired up to 10 years, at a very low rate of interest. Every facility will be given to intending purchasers to inspect the property. Such farms as may not be sold will be let for cropping at low rentals. This is a splendid opportunity to men of small capital to secure first-class farms in one of the finest agricultural districts in New Zealand. For further particulars, apply to the NEW ZEALAND LOAN AND MERCANTILE AGENCY CO., LIMITED, Christchurch, Timaru, Oamaru, Invercargill, or Dunedin. [641,710,783,932]
wanted-item [949,404,1093,448]
wanted-text: WANTED KNOWN — APRIL NUMBERS of the MATRIMONIAL CHRONICLE have arrived. — HANOW DENNISON, Agent. [949,408,1093,442]
